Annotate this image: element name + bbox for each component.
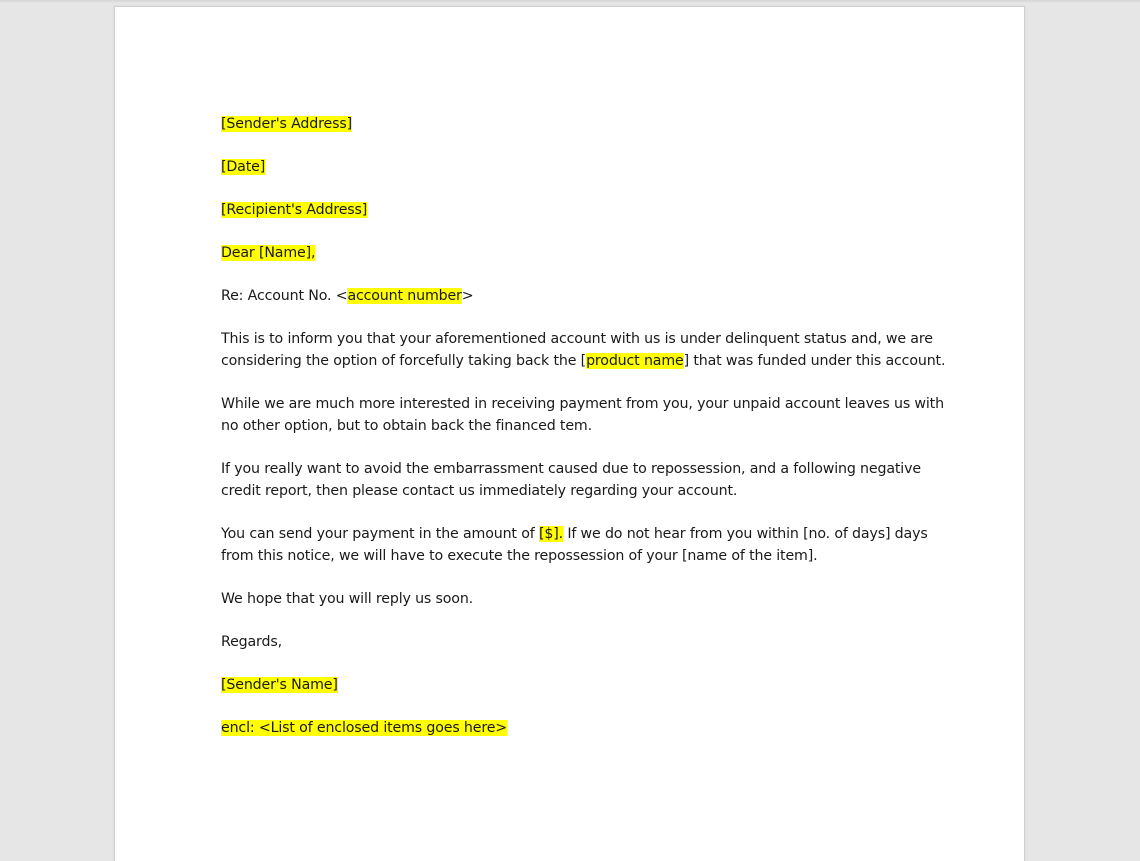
paragraph-3 bbox=[221, 458, 921, 502]
account-number-placeholder: account number bbox=[347, 288, 462, 304]
date-placeholder: [Date] bbox=[221, 159, 266, 175]
sender-address: [Sender's Address] bbox=[221, 116, 352, 132]
p2-line2: no other option, but to obtain back the financed tem. bbox=[221, 418, 592, 434]
enclosure: encl: <List of enclosed items goes here> bbox=[221, 720, 508, 736]
re-line bbox=[221, 285, 921, 307]
salutation: Dear [Name], bbox=[221, 245, 316, 261]
re-suffix: > bbox=[461, 288, 474, 304]
p3-line2: credit report, then please contact us immediately regarding your account. bbox=[221, 483, 738, 499]
p4-line1-after: If we do not hear from you within [no. of days] days bbox=[562, 526, 928, 542]
p4-line2: from this notice, we will have to execute the repossession of your [name of the item]. bbox=[221, 548, 818, 564]
amount-placeholder: [$]. bbox=[538, 526, 563, 542]
date-line bbox=[221, 156, 921, 178]
document-page[interactable] bbox=[114, 6, 1025, 861]
ruler-shadow bbox=[0, 0, 1140, 3]
sender-address-line bbox=[221, 113, 921, 135]
letter-body[interactable] bbox=[221, 113, 946, 760]
paragraph-2 bbox=[221, 393, 944, 437]
paragraph-5 bbox=[221, 588, 921, 610]
p4-line1-before: You can send your payment in the amount of bbox=[221, 526, 539, 542]
sender-name-line bbox=[221, 674, 921, 696]
paragraph-4 bbox=[221, 523, 928, 567]
p5-text: We hope that you will reply us soon. bbox=[221, 591, 474, 607]
sender-name: [Sender's Name] bbox=[221, 677, 338, 693]
p3-line1: If you really want to avoid the embarrassment caused due to repossession, and a following negative bbox=[221, 461, 921, 477]
closing: Regards, bbox=[221, 634, 282, 650]
closing-line bbox=[221, 631, 921, 653]
recipient-address: [Recipient's Address] bbox=[221, 202, 368, 218]
enclosure-line bbox=[221, 717, 921, 739]
p1-line2-after: ] that was funded under this account. bbox=[683, 353, 946, 369]
paragraph-1 bbox=[221, 328, 946, 372]
product-name-placeholder: product name bbox=[586, 353, 684, 369]
p2-line1: While we are much more interested in receiving payment from you, your unpaid account leaves us with bbox=[221, 396, 944, 412]
recipient-address-line bbox=[221, 199, 921, 221]
salutation-line bbox=[221, 242, 921, 264]
p1-line2-before: considering the option of forcefully taking back the [ bbox=[221, 353, 587, 369]
p1-line1: This is to inform you that your aforementioned account with us is under delinquent status and, we are bbox=[221, 331, 933, 347]
re-prefix: Re: Account No. < bbox=[221, 288, 348, 304]
